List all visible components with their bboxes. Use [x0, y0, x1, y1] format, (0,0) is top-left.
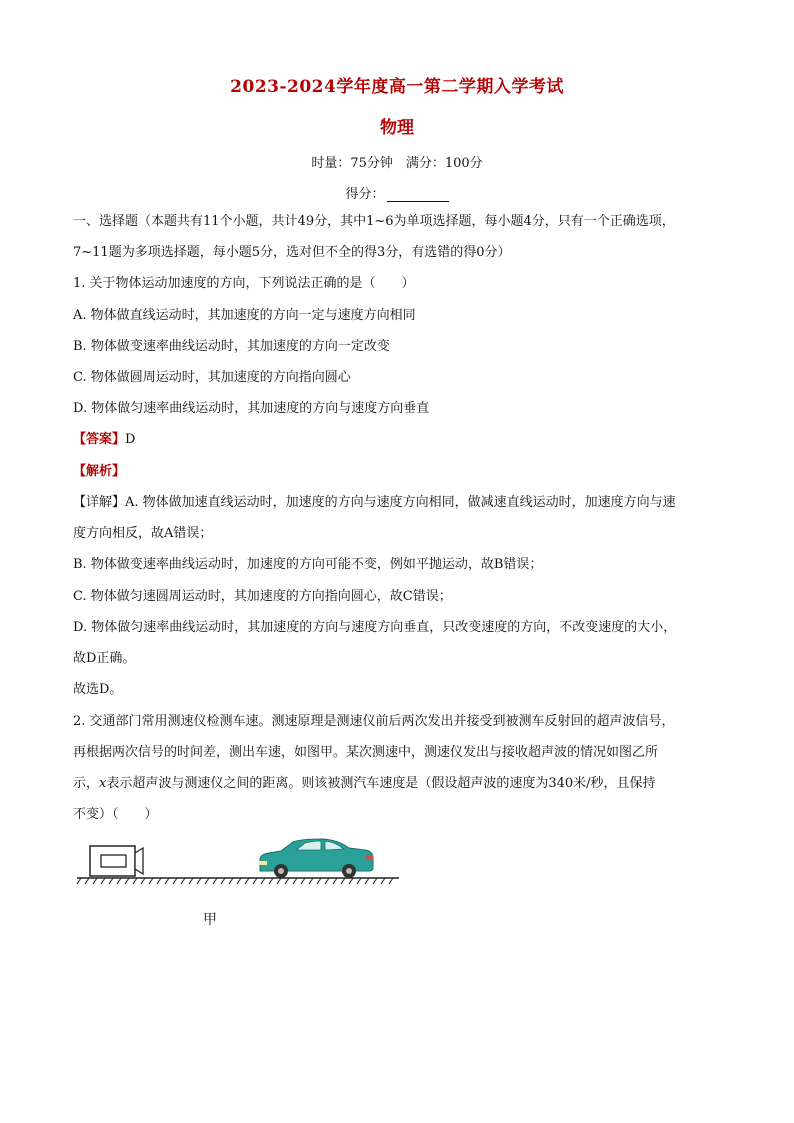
answer-value: D — [125, 432, 136, 447]
exam-title: 2023-2024学年度高一第二学期入学考试 — [230, 77, 564, 97]
q1-detail-d-line1: D. 物体做匀速率曲线运动时，其加速度的方向与速度方向垂直，只改变速度的方向，不改变速度的大小， — [73, 620, 677, 635]
q1-option-d: D. 物体做匀速率曲线运动时，其加速度的方向与速度方向垂直 — [73, 401, 430, 416]
q1-conclusion: 故选D。 — [73, 682, 123, 697]
q2-line3 — [73, 776, 723, 792]
q1-detail-d-line2: 故D正确。 — [73, 651, 136, 666]
section-intro-line1: 一、选择题（本题共有11个小题，共计49分，其中1~6为单项选择题，每小题4分，只有一个正确选项， — [73, 214, 675, 229]
q1-detail-a-line2: 度方向相反，故A错误； — [73, 526, 213, 541]
score-label: 得分： — [345, 187, 385, 202]
analysis-tag: 【解析】 — [73, 464, 126, 479]
q1-detail-c: C. 物体做匀速圆周运动时，其加速度的方向指向圆心，故C错误； — [73, 589, 452, 604]
q1-option-a: A. 物体做直线运动时，其加速度的方向一定与速度方向相同 — [73, 308, 416, 323]
section-intro-line2: 7~11题为多项选择题，每小题5分，选对但不全的得3分，有选错的得0分） — [73, 245, 511, 260]
figure-caption: 甲 — [203, 912, 217, 928]
q1-option-b: B. 物体做变速率曲线运动时，其加速度的方向一定改变 — [73, 339, 390, 354]
q1-detail-b: B. 物体做变速率曲线运动时，加速度的方向可能不变，例如平抛运动，故B错误； — [73, 557, 543, 572]
figure-jia — [73, 838, 403, 894]
speed-gun-and-car-figure — [73, 838, 403, 890]
speed-gun-icon — [90, 846, 143, 876]
q2-line1: 2. 交通部门常用测速仪检测车速。测速原理是测速仪前后两次发出并接受到被测车反射回的超声波信号， — [73, 714, 675, 729]
ground-line — [77, 878, 399, 884]
q1-detail-a-line1 — [73, 495, 723, 511]
answer-tag: 【答案】 — [73, 432, 126, 447]
q2-line2: 再根据两次信号的时间差，测出车速，如图甲。某次测速中，测速仪发出与接收超声波的情况如图乙所 — [73, 745, 659, 760]
q2-line3-rest: 表示超声波与测速仪之间的距离。则该被测汽车速度是（假设超声波的速度为340米/秒，且保持 — [106, 776, 656, 791]
q1-answer — [73, 432, 723, 448]
q1-analysis-tag — [73, 464, 723, 480]
q2-line3-prefix: 示， — [73, 776, 100, 791]
detail-tag: 【详解】 — [73, 495, 126, 510]
detail-a-text: A. 物体做加速直线运动时，加速度的方向与速度方向相同，做减速直线运动时，加速度方向与速 — [125, 495, 676, 510]
q2-variable-x: x — [99, 776, 107, 791]
score-blank — [387, 187, 449, 202]
q1-option-c: C. 物体做圆周运动时，其加速度的方向指向圆心 — [73, 370, 351, 385]
score-field — [0, 183, 794, 202]
time-score-line: 时量：75分钟 满分：100分 — [311, 156, 483, 171]
q2-line4: 不变）（ ） — [73, 807, 158, 822]
subject-title: 物理 — [380, 118, 414, 138]
q1-stem: 1. 关于物体运动加速度的方向，下列说法正确的是（ ） — [73, 276, 415, 291]
car-icon — [259, 839, 373, 878]
